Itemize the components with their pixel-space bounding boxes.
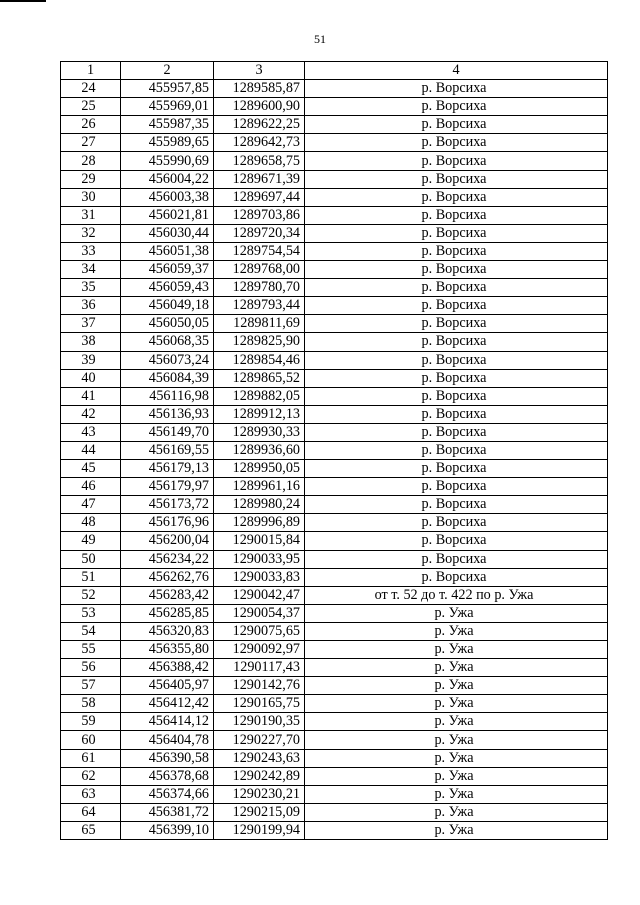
point-number: 28	[61, 152, 121, 170]
x-coordinate: 456116,98	[121, 387, 214, 405]
y-coordinate: 1289697,44	[214, 188, 305, 206]
y-coordinate: 1290142,76	[214, 677, 305, 695]
x-coordinate: 456136,93	[121, 405, 214, 423]
table-row	[61, 586, 608, 604]
table-row	[61, 713, 608, 731]
y-coordinate: 1289854,46	[214, 351, 305, 369]
point-number: 54	[61, 622, 121, 640]
boundary-description: р. Ворсиха	[305, 297, 608, 315]
point-number: 31	[61, 206, 121, 224]
x-coordinate: 456200,04	[121, 532, 214, 550]
table-row	[61, 297, 608, 315]
point-number: 34	[61, 261, 121, 279]
table-row	[61, 478, 608, 496]
header-col-1: 1	[61, 62, 121, 80]
boundary-description: р. Ужа	[305, 641, 608, 659]
point-number: 58	[61, 695, 121, 713]
x-coordinate: 456059,37	[121, 261, 214, 279]
table-row	[61, 224, 608, 242]
table-row	[61, 550, 608, 568]
x-coordinate: 456059,43	[121, 279, 214, 297]
boundary-description: р. Ворсиха	[305, 423, 608, 441]
table-row	[61, 206, 608, 224]
boundary-description: р. Ужа	[305, 713, 608, 731]
point-number: 38	[61, 333, 121, 351]
header-col-4: 4	[305, 62, 608, 80]
boundary-description: р. Ужа	[305, 659, 608, 677]
boundary-description: р. Ворсиха	[305, 152, 608, 170]
table-row	[61, 315, 608, 333]
boundary-description: р. Ужа	[305, 731, 608, 749]
table-row	[61, 333, 608, 351]
y-coordinate: 1289720,34	[214, 224, 305, 242]
coordinates-table	[60, 61, 608, 840]
y-coordinate: 1289671,39	[214, 170, 305, 188]
table-header-row	[61, 62, 608, 80]
table-row	[61, 188, 608, 206]
x-coordinate: 456388,42	[121, 659, 214, 677]
boundary-description: р. Ворсиха	[305, 405, 608, 423]
x-coordinate: 456374,66	[121, 785, 214, 803]
x-coordinate: 456378,68	[121, 767, 214, 785]
table-row	[61, 622, 608, 640]
y-coordinate: 1289658,75	[214, 152, 305, 170]
x-coordinate: 456283,42	[121, 586, 214, 604]
boundary-description: р. Ворсиха	[305, 478, 608, 496]
point-number: 65	[61, 821, 121, 839]
point-number: 27	[61, 134, 121, 152]
table-row	[61, 134, 608, 152]
table-row	[61, 514, 608, 532]
y-coordinate: 1289622,25	[214, 116, 305, 134]
point-number: 53	[61, 604, 121, 622]
point-number: 57	[61, 677, 121, 695]
boundary-description: р. Ворсиха	[305, 351, 608, 369]
x-coordinate: 455989,65	[121, 134, 214, 152]
y-coordinate: 1289600,90	[214, 98, 305, 116]
table-row	[61, 441, 608, 459]
point-number: 48	[61, 514, 121, 532]
x-coordinate: 456004,22	[121, 170, 214, 188]
y-coordinate: 1289996,89	[214, 514, 305, 532]
boundary-description: р. Ворсиха	[305, 116, 608, 134]
table-row	[61, 496, 608, 514]
y-coordinate: 1290215,09	[214, 803, 305, 821]
x-coordinate: 456169,55	[121, 441, 214, 459]
point-number: 49	[61, 532, 121, 550]
y-coordinate: 1290042,47	[214, 586, 305, 604]
boundary-description: р. Ужа	[305, 604, 608, 622]
table-row	[61, 279, 608, 297]
y-coordinate: 1289882,05	[214, 387, 305, 405]
table-row	[61, 821, 608, 839]
y-coordinate: 1289936,60	[214, 441, 305, 459]
y-coordinate: 1289930,33	[214, 423, 305, 441]
boundary-description: р. Ворсиха	[305, 80, 608, 98]
boundary-description: р. Ворсиха	[305, 496, 608, 514]
point-number: 40	[61, 369, 121, 387]
page-number: 51	[314, 32, 326, 46]
boundary-description: р. Ворсиха	[305, 387, 608, 405]
x-coordinate: 456234,22	[121, 550, 214, 568]
boundary-description: р. Ужа	[305, 677, 608, 695]
y-coordinate: 1290199,94	[214, 821, 305, 839]
x-coordinate: 456003,38	[121, 188, 214, 206]
x-coordinate: 456068,35	[121, 333, 214, 351]
x-coordinate: 455990,69	[121, 152, 214, 170]
boundary-description: р. Ворсиха	[305, 134, 608, 152]
y-coordinate: 1289825,90	[214, 333, 305, 351]
table-row	[61, 98, 608, 116]
x-coordinate: 456073,24	[121, 351, 214, 369]
point-number: 52	[61, 586, 121, 604]
table-row	[61, 351, 608, 369]
header-col-2: 2	[121, 62, 214, 80]
boundary-description: р. Ворсиха	[305, 206, 608, 224]
point-number: 50	[61, 550, 121, 568]
x-coordinate: 456030,44	[121, 224, 214, 242]
y-coordinate: 1290243,63	[214, 749, 305, 767]
y-coordinate: 1290230,21	[214, 785, 305, 803]
point-number: 44	[61, 441, 121, 459]
point-number: 36	[61, 297, 121, 315]
point-number: 59	[61, 713, 121, 731]
x-coordinate: 456050,05	[121, 315, 214, 333]
y-coordinate: 1289950,05	[214, 460, 305, 478]
x-coordinate: 456262,76	[121, 568, 214, 586]
x-coordinate: 455987,35	[121, 116, 214, 134]
y-coordinate: 1290033,95	[214, 550, 305, 568]
x-coordinate: 456179,97	[121, 478, 214, 496]
table-row	[61, 731, 608, 749]
x-coordinate: 456320,83	[121, 622, 214, 640]
boundary-description: р. Ворсиха	[305, 224, 608, 242]
point-number: 26	[61, 116, 121, 134]
y-coordinate: 1289961,16	[214, 478, 305, 496]
boundary-description: р. Ворсиха	[305, 279, 608, 297]
table-row	[61, 423, 608, 441]
y-coordinate: 1289912,13	[214, 405, 305, 423]
y-coordinate: 1289754,54	[214, 242, 305, 260]
x-coordinate: 456285,85	[121, 604, 214, 622]
boundary-description: р. Ужа	[305, 622, 608, 640]
x-coordinate: 456173,72	[121, 496, 214, 514]
x-coordinate: 456404,78	[121, 731, 214, 749]
boundary-description: р. Ужа	[305, 749, 608, 767]
point-number: 60	[61, 731, 121, 749]
table-row	[61, 659, 608, 677]
x-coordinate: 456405,97	[121, 677, 214, 695]
point-number: 61	[61, 749, 121, 767]
boundary-description: р. Ворсиха	[305, 98, 608, 116]
boundary-description: от т. 52 до т. 422 по р. Ужа	[305, 586, 608, 604]
boundary-description: р. Ворсиха	[305, 369, 608, 387]
boundary-description: р. Ужа	[305, 767, 608, 785]
table-row	[61, 604, 608, 622]
table-row	[61, 767, 608, 785]
y-coordinate: 1290190,35	[214, 713, 305, 731]
y-coordinate: 1290033,83	[214, 568, 305, 586]
table-row	[61, 242, 608, 260]
point-number: 30	[61, 188, 121, 206]
boundary-description: р. Ворсиха	[305, 514, 608, 532]
x-coordinate: 455969,01	[121, 98, 214, 116]
table-row	[61, 641, 608, 659]
point-number: 29	[61, 170, 121, 188]
boundary-description: р. Ворсиха	[305, 170, 608, 188]
point-number: 24	[61, 80, 121, 98]
point-number: 37	[61, 315, 121, 333]
boundary-description: р. Ворсиха	[305, 333, 608, 351]
point-number: 47	[61, 496, 121, 514]
table-row	[61, 785, 608, 803]
x-coordinate: 456412,42	[121, 695, 214, 713]
table-row	[61, 405, 608, 423]
table-row	[61, 460, 608, 478]
point-number: 42	[61, 405, 121, 423]
x-coordinate: 456049,18	[121, 297, 214, 315]
boundary-description: р. Ворсиха	[305, 315, 608, 333]
boundary-description: р. Ужа	[305, 785, 608, 803]
x-coordinate: 456390,58	[121, 749, 214, 767]
y-coordinate: 1289768,00	[214, 261, 305, 279]
table-row	[61, 803, 608, 821]
table-row	[61, 152, 608, 170]
boundary-description: р. Ворсиха	[305, 460, 608, 478]
point-number: 45	[61, 460, 121, 478]
x-coordinate: 456355,80	[121, 641, 214, 659]
table-row	[61, 568, 608, 586]
y-coordinate: 1290054,37	[214, 604, 305, 622]
boundary-description: р. Ворсиха	[305, 441, 608, 459]
y-coordinate: 1289642,73	[214, 134, 305, 152]
y-coordinate: 1290075,65	[214, 622, 305, 640]
y-coordinate: 1289585,87	[214, 80, 305, 98]
point-number: 39	[61, 351, 121, 369]
table-row	[61, 369, 608, 387]
y-coordinate: 1289811,69	[214, 315, 305, 333]
y-coordinate: 1290117,43	[214, 659, 305, 677]
scan-edge-mark	[0, 0, 46, 2]
x-coordinate: 456399,10	[121, 821, 214, 839]
point-number: 33	[61, 242, 121, 260]
x-coordinate: 456021,81	[121, 206, 214, 224]
boundary-description: р. Ворсиха	[305, 242, 608, 260]
point-number: 41	[61, 387, 121, 405]
table-row	[61, 261, 608, 279]
y-coordinate: 1289703,86	[214, 206, 305, 224]
table-row	[61, 116, 608, 134]
x-coordinate: 456084,39	[121, 369, 214, 387]
table-row	[61, 387, 608, 405]
boundary-description: р. Ворсиха	[305, 568, 608, 586]
x-coordinate: 456051,38	[121, 242, 214, 260]
header-col-3: 3	[214, 62, 305, 80]
y-coordinate: 1289980,24	[214, 496, 305, 514]
y-coordinate: 1289865,52	[214, 369, 305, 387]
point-number: 64	[61, 803, 121, 821]
x-coordinate: 455957,85	[121, 80, 214, 98]
y-coordinate: 1289780,70	[214, 279, 305, 297]
boundary-description: р. Ужа	[305, 803, 608, 821]
x-coordinate: 456179,13	[121, 460, 214, 478]
point-number: 62	[61, 767, 121, 785]
y-coordinate: 1290242,89	[214, 767, 305, 785]
boundary-description: р. Ворсиха	[305, 550, 608, 568]
x-coordinate: 456176,96	[121, 514, 214, 532]
boundary-description: р. Ворсиха	[305, 188, 608, 206]
point-number: 63	[61, 785, 121, 803]
table-row	[61, 170, 608, 188]
boundary-description: р. Ужа	[305, 695, 608, 713]
table-row	[61, 532, 608, 550]
boundary-description: р. Ворсиха	[305, 532, 608, 550]
point-number: 46	[61, 478, 121, 496]
boundary-description: р. Ворсиха	[305, 261, 608, 279]
x-coordinate: 456381,72	[121, 803, 214, 821]
point-number: 32	[61, 224, 121, 242]
point-number: 55	[61, 641, 121, 659]
table-row	[61, 695, 608, 713]
point-number: 43	[61, 423, 121, 441]
y-coordinate: 1290092,97	[214, 641, 305, 659]
point-number: 56	[61, 659, 121, 677]
y-coordinate: 1290165,75	[214, 695, 305, 713]
boundary-description: р. Ужа	[305, 821, 608, 839]
table-row	[61, 677, 608, 695]
x-coordinate: 456149,70	[121, 423, 214, 441]
point-number: 51	[61, 568, 121, 586]
y-coordinate: 1289793,44	[214, 297, 305, 315]
table-row	[61, 749, 608, 767]
point-number: 35	[61, 279, 121, 297]
point-number: 25	[61, 98, 121, 116]
table-row	[61, 80, 608, 98]
x-coordinate: 456414,12	[121, 713, 214, 731]
y-coordinate: 1290015,84	[214, 532, 305, 550]
y-coordinate: 1290227,70	[214, 731, 305, 749]
